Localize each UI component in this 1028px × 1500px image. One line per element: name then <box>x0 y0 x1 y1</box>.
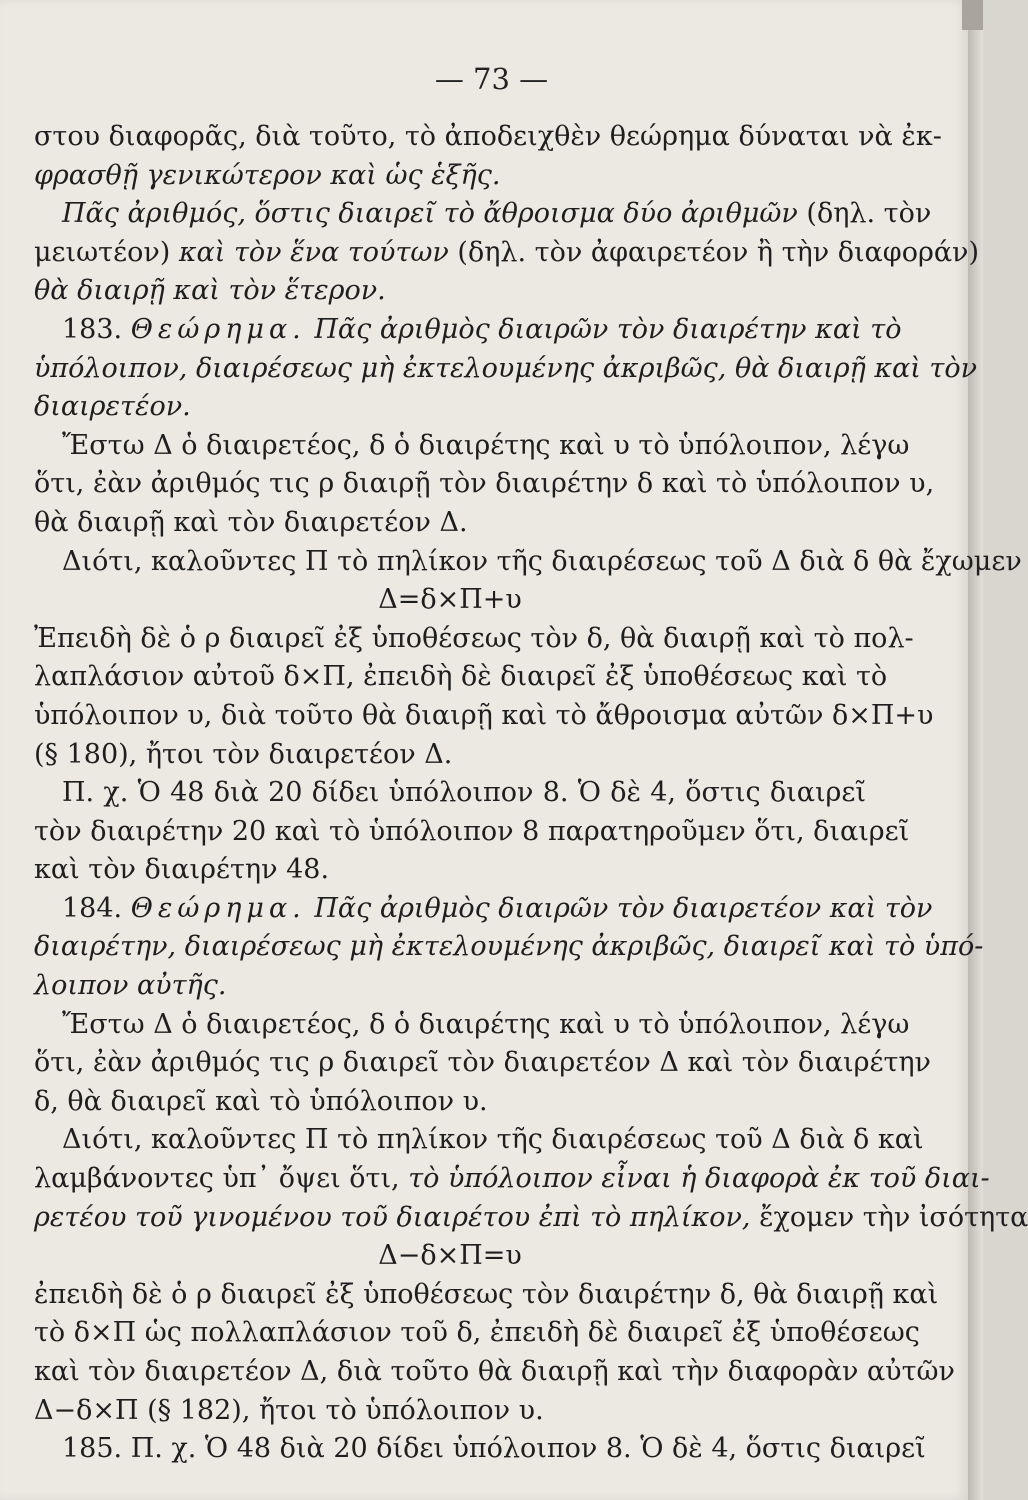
text-line: λαμβάνοντες ὑπ᾽ ὄψει ὅτι, τὸ ὑπόλοιπον εἶναι ἡ διαφορὰ ἐκ τοῦ διαι- <box>34 1163 990 1195</box>
text-line: Ἔστω Δ ὁ διαιρετέος, δ ὁ διαιρέτης καὶ υ τὸ ὑπόλοιπον, λέγω <box>62 429 910 461</box>
text-line: (§ 180), ἤτοι τὸν διαιρετέον Δ. <box>34 738 453 770</box>
text-line: διαιρετέον. <box>34 391 191 423</box>
text-line: καὶ τὸν διαιρετέον Δ, διὰ τοῦτο θὰ διαιρῇ καὶ τὴν διαφορὰν αὐτῶν <box>34 1356 955 1387</box>
text-line: καὶ τὸν διαιρέτην 48. <box>34 854 330 886</box>
text-line: Ἔστω Δ ὁ διαιρετέος, δ ὁ διαιρέτης καὶ υ τὸ ὑπόλοιπον, λέγω <box>62 1008 910 1040</box>
text-line: λοιπον αὐτῆς. <box>34 970 227 1002</box>
text-line: φρασθῇ γενικώτερον καὶ ὡς ἑξῆς. <box>34 159 501 191</box>
text-line: ὅτι, ἐὰν ἀριθμός τις ρ διαιρῇ τὸν διαιρέτην δ καὶ τὸ ὑπόλοιπον υ, <box>34 468 935 500</box>
text-line: τὸν διαιρέτην 20 καὶ τὸ ὑπόλοιπον 8 παρατηροῦμεν ὅτι, διαιρεῖ <box>34 815 910 847</box>
equation: Δ=δ×Π+υ <box>378 584 522 616</box>
text-line: θὰ διαιρῇ καὶ τὸν διαιρετέον Δ. <box>34 506 468 538</box>
text-line: ρετέου τοῦ γινομένου τοῦ διαιρέτου ἐπὶ τὸ πηλίκον, ἔχομεν τὴν ἰσότητα <box>34 1201 1028 1233</box>
theorem-183-heading: 183. Θεώρημα. Πᾶς ἀριθμὸς διαιρῶν τὸν διαιρέτην καὶ τὸ <box>62 313 902 345</box>
text-line: ὑπόλοιπον, διαιρέσεως μὴ ἐκτελουμένης ἀκριβῶς, θὰ διαιρῇ καὶ τὸν <box>34 352 978 384</box>
page-edge <box>968 0 983 1500</box>
text-line: δ, θὰ διαιρεῖ καὶ τὸ ὑπόλοιπον υ. <box>34 1085 488 1117</box>
text-line: Διότι, καλοῦντες Π τὸ πηλίκον τῆς διαιρέσεως τοῦ Δ διὰ δ καὶ <box>62 1124 924 1156</box>
page-number: — 73 — <box>434 62 549 96</box>
text-line: Π. χ. Ὁ 48 διὰ 20 δίδει ὑπόλοιπον 8. Ὁ δὲ 4, ὅστις διαιρεῖ <box>62 777 866 809</box>
theorem-184-heading: 184. Θεώρημα. Πᾶς ἀριθμὸς διαιρῶν τὸν διαιρετέον καὶ τὸν <box>62 892 933 924</box>
text-line: Δ−δ×Π (§ 182), ἤτοι τὸ ὑπόλοιπον υ. <box>34 1394 544 1426</box>
text-line: στου διαφορᾶς, διὰ τοῦτο, τὸ ἀποδειχθὲν θεώρημα δύναται νὰ ἐκ- <box>34 121 942 152</box>
equation: Δ−δ×Π=υ <box>378 1240 522 1272</box>
text-line: ὅτι, ἐὰν ἀριθμός τις ρ διαιρεῖ τὸν διαιρετέον Δ καὶ τὸν διαιρέτην <box>34 1047 931 1079</box>
text-line: τὸ δ×Π ὡς πολλαπλάσιον τοῦ δ, ἐπειδὴ δὲ διαιρεῖ ἐξ ὑποθέσεως <box>34 1317 920 1349</box>
body-text <box>34 118 1028 1469</box>
text-line: διαιρέτην, διαιρέσεως μὴ ἐκτελουμένης ἀκριβῶς, διαιρεῖ καὶ τὸ ὑπό- <box>34 931 984 963</box>
text-line: Διότι, καλοῦντες Π τὸ πηλίκον τῆς διαιρέσεως τοῦ Δ διὰ δ θὰ ἔχωμεν <box>62 545 1022 577</box>
page-corner <box>962 0 983 30</box>
text-line: λαπλάσιον αὐτοῦ δ×Π, ἐπειδὴ δὲ διαιρεῖ ἐξ ὑποθέσεως καὶ τὸ <box>34 661 888 693</box>
text-line: Ἐπειδὴ δὲ ὁ ρ διαιρεῖ ἐξ ὑποθέσεως τὸν δ, θὰ διαιρῇ καὶ τὸ πολ- <box>34 622 914 654</box>
text-line: 185. Π. χ. Ὁ 48 διὰ 20 δίδει ὑπόλοιπον 8. Ὁ δὲ 4, ὅστις διαιρεῖ <box>62 1433 926 1465</box>
text-line: θὰ διαιρῇ καὶ τὸν ἕτερον. <box>34 275 386 307</box>
text-line: μειωτέον) καὶ τὸν ἕνα τούτων (δηλ. τὸν ἀφαιρετέον ἢ τὴν διαφοράν) <box>34 236 980 268</box>
text-line: Πᾶς ἀριθμός, ὅστις διαιρεῖ τὸ ἄθροισμα δύο ἀριθμῶν (δηλ. τὸν <box>62 198 932 230</box>
text-line: ὑπόλοιπον υ, διὰ τοῦτο θὰ διαιρῇ καὶ τὸ ἄθροισμα αὐτῶν δ×Π+υ <box>34 699 934 731</box>
text-line: ἐπειδὴ δὲ ὁ ρ διαιρεῖ ἐξ ὑποθέσεως τὸν διαιρέτην δ, θὰ διαιρῇ καὶ <box>34 1278 939 1310</box>
